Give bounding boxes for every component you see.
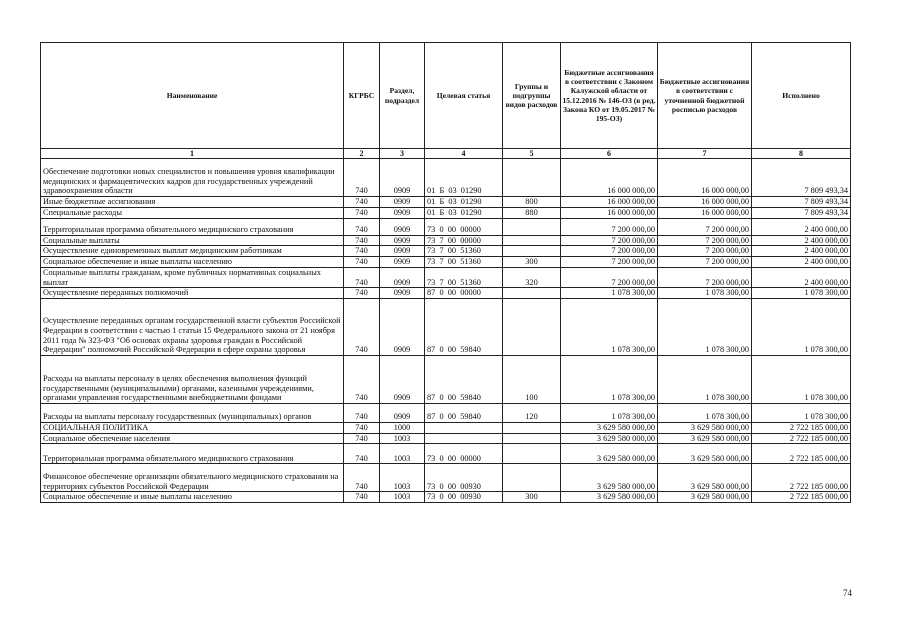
cell-executed: 2 722 185 000,00 — [752, 422, 851, 433]
table-row — [41, 422, 851, 433]
cell-group — [503, 464, 561, 492]
cell-target: 87 0 00 59840 — [425, 355, 503, 403]
cell-budget-refined: 3 629 580 000,00 — [658, 444, 752, 464]
cell-group: 880 — [503, 207, 561, 218]
cell-name: Осуществление переданных органам государственной власти субъектов Российской Федерации в соответствии с частью 1 статьи 15 Федерального закона от 21 ноября 2011 года № 323-ФЗ "Об основах охраны здоровья граждан в Российской Федерации" полномочий Российской Федерации в сфере охраны здоровья — [41, 298, 344, 355]
cell-kgrbs: 740 — [344, 444, 380, 464]
cell-budget-refined: 3 629 580 000,00 — [658, 433, 752, 444]
cell-target: 73 7 00 00000 — [425, 235, 503, 246]
cell-group — [503, 422, 561, 433]
table-row — [41, 433, 851, 444]
cell-budget-refined: 16 000 000,00 — [658, 207, 752, 218]
cell-kgrbs: 740 — [344, 218, 380, 235]
cell-name: Обеспечение подготовки новых специалистов и повышения уровня квалификации медицинских и фармацевтических кадров для государственных учреждений здравоохранения области — [41, 159, 344, 197]
table-row — [41, 355, 851, 403]
cell-target: 73 7 00 51360 — [425, 257, 503, 268]
cell-executed: 2 722 185 000,00 — [752, 444, 851, 464]
cell-budget-law: 3 629 580 000,00 — [561, 433, 658, 444]
cell-group: 300 — [503, 257, 561, 268]
cell-executed: 2 400 000,00 — [752, 257, 851, 268]
cell-group — [503, 433, 561, 444]
cell-kgrbs: 740 — [344, 246, 380, 257]
cell-name: Финансовое обеспечение организации обязательного медицинского страхования на территориях субъектов Российской Федерации — [41, 464, 344, 492]
cell-executed: 2 400 000,00 — [752, 246, 851, 257]
table-row — [41, 207, 851, 218]
cell-kgrbs: 740 — [344, 492, 380, 503]
cell-budget-refined: 1 078 300,00 — [658, 403, 752, 422]
cell-section: 0909 — [380, 197, 425, 208]
cell-section: 0909 — [380, 355, 425, 403]
table-header — [41, 43, 851, 159]
cell-budget-law: 7 200 000,00 — [561, 235, 658, 246]
cell-group — [503, 444, 561, 464]
cell-group: 320 — [503, 267, 561, 287]
cell-kgrbs: 740 — [344, 422, 380, 433]
header-budget-law: Бюджетные ассигнования в соответствии с Законом Калужской области от 15.12.2016 № 146-ОЗ (в ред. Закона КО от 19.05.2017 № 195-ОЗ) — [561, 43, 658, 149]
cell-target — [425, 422, 503, 433]
cell-section: 0909 — [380, 257, 425, 268]
cell-kgrbs: 740 — [344, 298, 380, 355]
table-row — [41, 159, 851, 197]
cell-group — [503, 288, 561, 299]
cell-budget-law: 16 000 000,00 — [561, 159, 658, 197]
cell-target: 73 0 00 00000 — [425, 218, 503, 235]
header-budget-refined: Бюджетные ассигнования в соответствии с уточненной бюджетной росписью расходов — [658, 43, 752, 149]
cell-name: Территориальная программа обязательного медицинского страхования — [41, 444, 344, 464]
header-kgrbs: КГРБС — [344, 43, 380, 149]
cell-section: 0909 — [380, 207, 425, 218]
cell-budget-law: 7 200 000,00 — [561, 267, 658, 287]
table-row — [41, 298, 851, 355]
cell-budget-refined: 7 200 000,00 — [658, 246, 752, 257]
cell-section: 1000 — [380, 422, 425, 433]
cell-target: 87 0 00 59840 — [425, 403, 503, 422]
cell-name: Социальные выплаты — [41, 235, 344, 246]
cell-group: 100 — [503, 355, 561, 403]
cell-budget-law: 7 200 000,00 — [561, 218, 658, 235]
cell-name: Осуществление переданных полномочий — [41, 288, 344, 299]
cell-name: Социальное обеспечение и иные выплаты населению — [41, 257, 344, 268]
cell-name: Социальное обеспечение населения — [41, 433, 344, 444]
cell-executed: 2 400 000,00 — [752, 267, 851, 287]
cell-executed: 7 809 493,34 — [752, 207, 851, 218]
cell-executed: 2 400 000,00 — [752, 235, 851, 246]
cell-executed: 2 400 000,00 — [752, 218, 851, 235]
cell-kgrbs: 740 — [344, 197, 380, 208]
table-row — [41, 218, 851, 235]
cell-budget-law: 1 078 300,00 — [561, 403, 658, 422]
cell-name: Территориальная программа обязательного медицинского страхования — [41, 218, 344, 235]
cell-section: 0909 — [380, 403, 425, 422]
cell-budget-refined: 1 078 300,00 — [658, 355, 752, 403]
cell-group — [503, 298, 561, 355]
header-name: Наименование — [41, 43, 344, 149]
cell-section: 1003 — [380, 433, 425, 444]
cell-target: 73 7 00 51360 — [425, 267, 503, 287]
cell-budget-refined: 3 629 580 000,00 — [658, 464, 752, 492]
cell-budget-law: 1 078 300,00 — [561, 288, 658, 299]
column-number: 1 — [41, 149, 344, 159]
cell-group — [503, 218, 561, 235]
cell-section: 0909 — [380, 218, 425, 235]
cell-kgrbs: 740 — [344, 159, 380, 197]
cell-target: 01 Б 03 01290 — [425, 207, 503, 218]
cell-name: Расходы на выплаты персоналу государственных (муниципальных) органов — [41, 403, 344, 422]
cell-budget-law: 3 629 580 000,00 — [561, 444, 658, 464]
cell-budget-refined: 16 000 000,00 — [658, 159, 752, 197]
column-number-row — [41, 149, 851, 159]
cell-section: 0909 — [380, 246, 425, 257]
column-number: 3 — [380, 149, 425, 159]
cell-budget-law: 3 629 580 000,00 — [561, 464, 658, 492]
cell-kgrbs: 740 — [344, 267, 380, 287]
cell-name: Осуществление единовременных выплат медицинским работникам — [41, 246, 344, 257]
column-number: 2 — [344, 149, 380, 159]
cell-executed: 1 078 300,00 — [752, 355, 851, 403]
table-row — [41, 464, 851, 492]
header-section: Раздел, подраздел — [380, 43, 425, 149]
column-number: 8 — [752, 149, 851, 159]
cell-budget-law: 16 000 000,00 — [561, 197, 658, 208]
cell-name: Специальные расходы — [41, 207, 344, 218]
cell-executed: 7 809 493,34 — [752, 159, 851, 197]
cell-budget-law: 1 078 300,00 — [561, 298, 658, 355]
cell-group: 120 — [503, 403, 561, 422]
cell-group — [503, 246, 561, 257]
cell-target: 01 Б 03 01290 — [425, 159, 503, 197]
column-number: 7 — [658, 149, 752, 159]
cell-target: 87 0 00 00000 — [425, 288, 503, 299]
cell-kgrbs: 740 — [344, 288, 380, 299]
header-target: Целевая статья — [425, 43, 503, 149]
cell-name: Социальные выплаты гражданам, кроме публичных нормативных социальных выплат — [41, 267, 344, 287]
cell-kgrbs: 740 — [344, 355, 380, 403]
cell-budget-law: 1 078 300,00 — [561, 355, 658, 403]
cell-target — [425, 433, 503, 444]
cell-name: Иные бюджетные ассигнования — [41, 197, 344, 208]
cell-group — [503, 159, 561, 197]
cell-kgrbs: 740 — [344, 464, 380, 492]
cell-budget-refined: 7 200 000,00 — [658, 267, 752, 287]
table-row — [41, 444, 851, 464]
table-row — [41, 267, 851, 287]
cell-section: 1003 — [380, 464, 425, 492]
budget-table — [40, 42, 851, 503]
cell-budget-refined: 3 629 580 000,00 — [658, 492, 752, 503]
table-row — [41, 257, 851, 268]
cell-budget-refined: 16 000 000,00 — [658, 197, 752, 208]
cell-name: Социальное обеспечение и иные выплаты населению — [41, 492, 344, 503]
header-executed: Исполнено — [752, 43, 851, 149]
cell-section: 0909 — [380, 298, 425, 355]
cell-budget-law: 16 000 000,00 — [561, 207, 658, 218]
cell-target: 73 0 00 00000 — [425, 444, 503, 464]
column-number: 5 — [503, 149, 561, 159]
table-row — [41, 492, 851, 503]
table-row — [41, 288, 851, 299]
cell-group: 800 — [503, 197, 561, 208]
cell-target: 73 7 00 51360 — [425, 246, 503, 257]
cell-section: 0909 — [380, 159, 425, 197]
table-body — [41, 159, 851, 503]
table-row — [41, 235, 851, 246]
cell-budget-refined: 1 078 300,00 — [658, 288, 752, 299]
header-groups: Группы и подгруппы видов расходов — [503, 43, 561, 149]
cell-budget-law: 7 200 000,00 — [561, 257, 658, 268]
cell-kgrbs: 740 — [344, 235, 380, 246]
table-row — [41, 197, 851, 208]
cell-name: СОЦИАЛЬНАЯ ПОЛИТИКА — [41, 422, 344, 433]
cell-target: 87 0 00 59840 — [425, 298, 503, 355]
cell-kgrbs: 740 — [344, 403, 380, 422]
column-number: 4 — [425, 149, 503, 159]
cell-group — [503, 235, 561, 246]
cell-kgrbs: 740 — [344, 207, 380, 218]
cell-budget-law: 7 200 000,00 — [561, 246, 658, 257]
cell-kgrbs: 740 — [344, 433, 380, 444]
cell-budget-refined: 1 078 300,00 — [658, 298, 752, 355]
cell-budget-refined: 7 200 000,00 — [658, 218, 752, 235]
cell-target: 01 Б 03 01290 — [425, 197, 503, 208]
page-number: 74 — [843, 588, 852, 598]
cell-executed: 2 722 185 000,00 — [752, 492, 851, 503]
cell-section: 1003 — [380, 444, 425, 464]
cell-executed: 7 809 493,34 — [752, 197, 851, 208]
table-row — [41, 403, 851, 422]
cell-kgrbs: 740 — [344, 257, 380, 268]
cell-budget-law: 3 629 580 000,00 — [561, 492, 658, 503]
cell-budget-refined: 3 629 580 000,00 — [658, 422, 752, 433]
cell-target: 73 0 00 00930 — [425, 464, 503, 492]
cell-budget-refined: 7 200 000,00 — [658, 235, 752, 246]
cell-section: 0909 — [380, 235, 425, 246]
column-number: 6 — [561, 149, 658, 159]
cell-target: 73 0 00 00930 — [425, 492, 503, 503]
cell-section: 0909 — [380, 288, 425, 299]
cell-executed: 1 078 300,00 — [752, 403, 851, 422]
cell-name: Расходы на выплаты персоналу в целях обеспечения выполнения функций государственными (муниципальными) органами, казенными учреждениями, органами управления государственными внебюджетными фондами — [41, 355, 344, 403]
cell-section: 1003 — [380, 492, 425, 503]
cell-executed: 1 078 300,00 — [752, 298, 851, 355]
cell-executed: 2 722 185 000,00 — [752, 464, 851, 492]
cell-executed: 2 722 185 000,00 — [752, 433, 851, 444]
cell-section: 0909 — [380, 267, 425, 287]
cell-group: 300 — [503, 492, 561, 503]
cell-budget-law: 3 629 580 000,00 — [561, 422, 658, 433]
cell-budget-refined: 7 200 000,00 — [658, 257, 752, 268]
cell-executed: 1 078 300,00 — [752, 288, 851, 299]
table-row — [41, 246, 851, 257]
